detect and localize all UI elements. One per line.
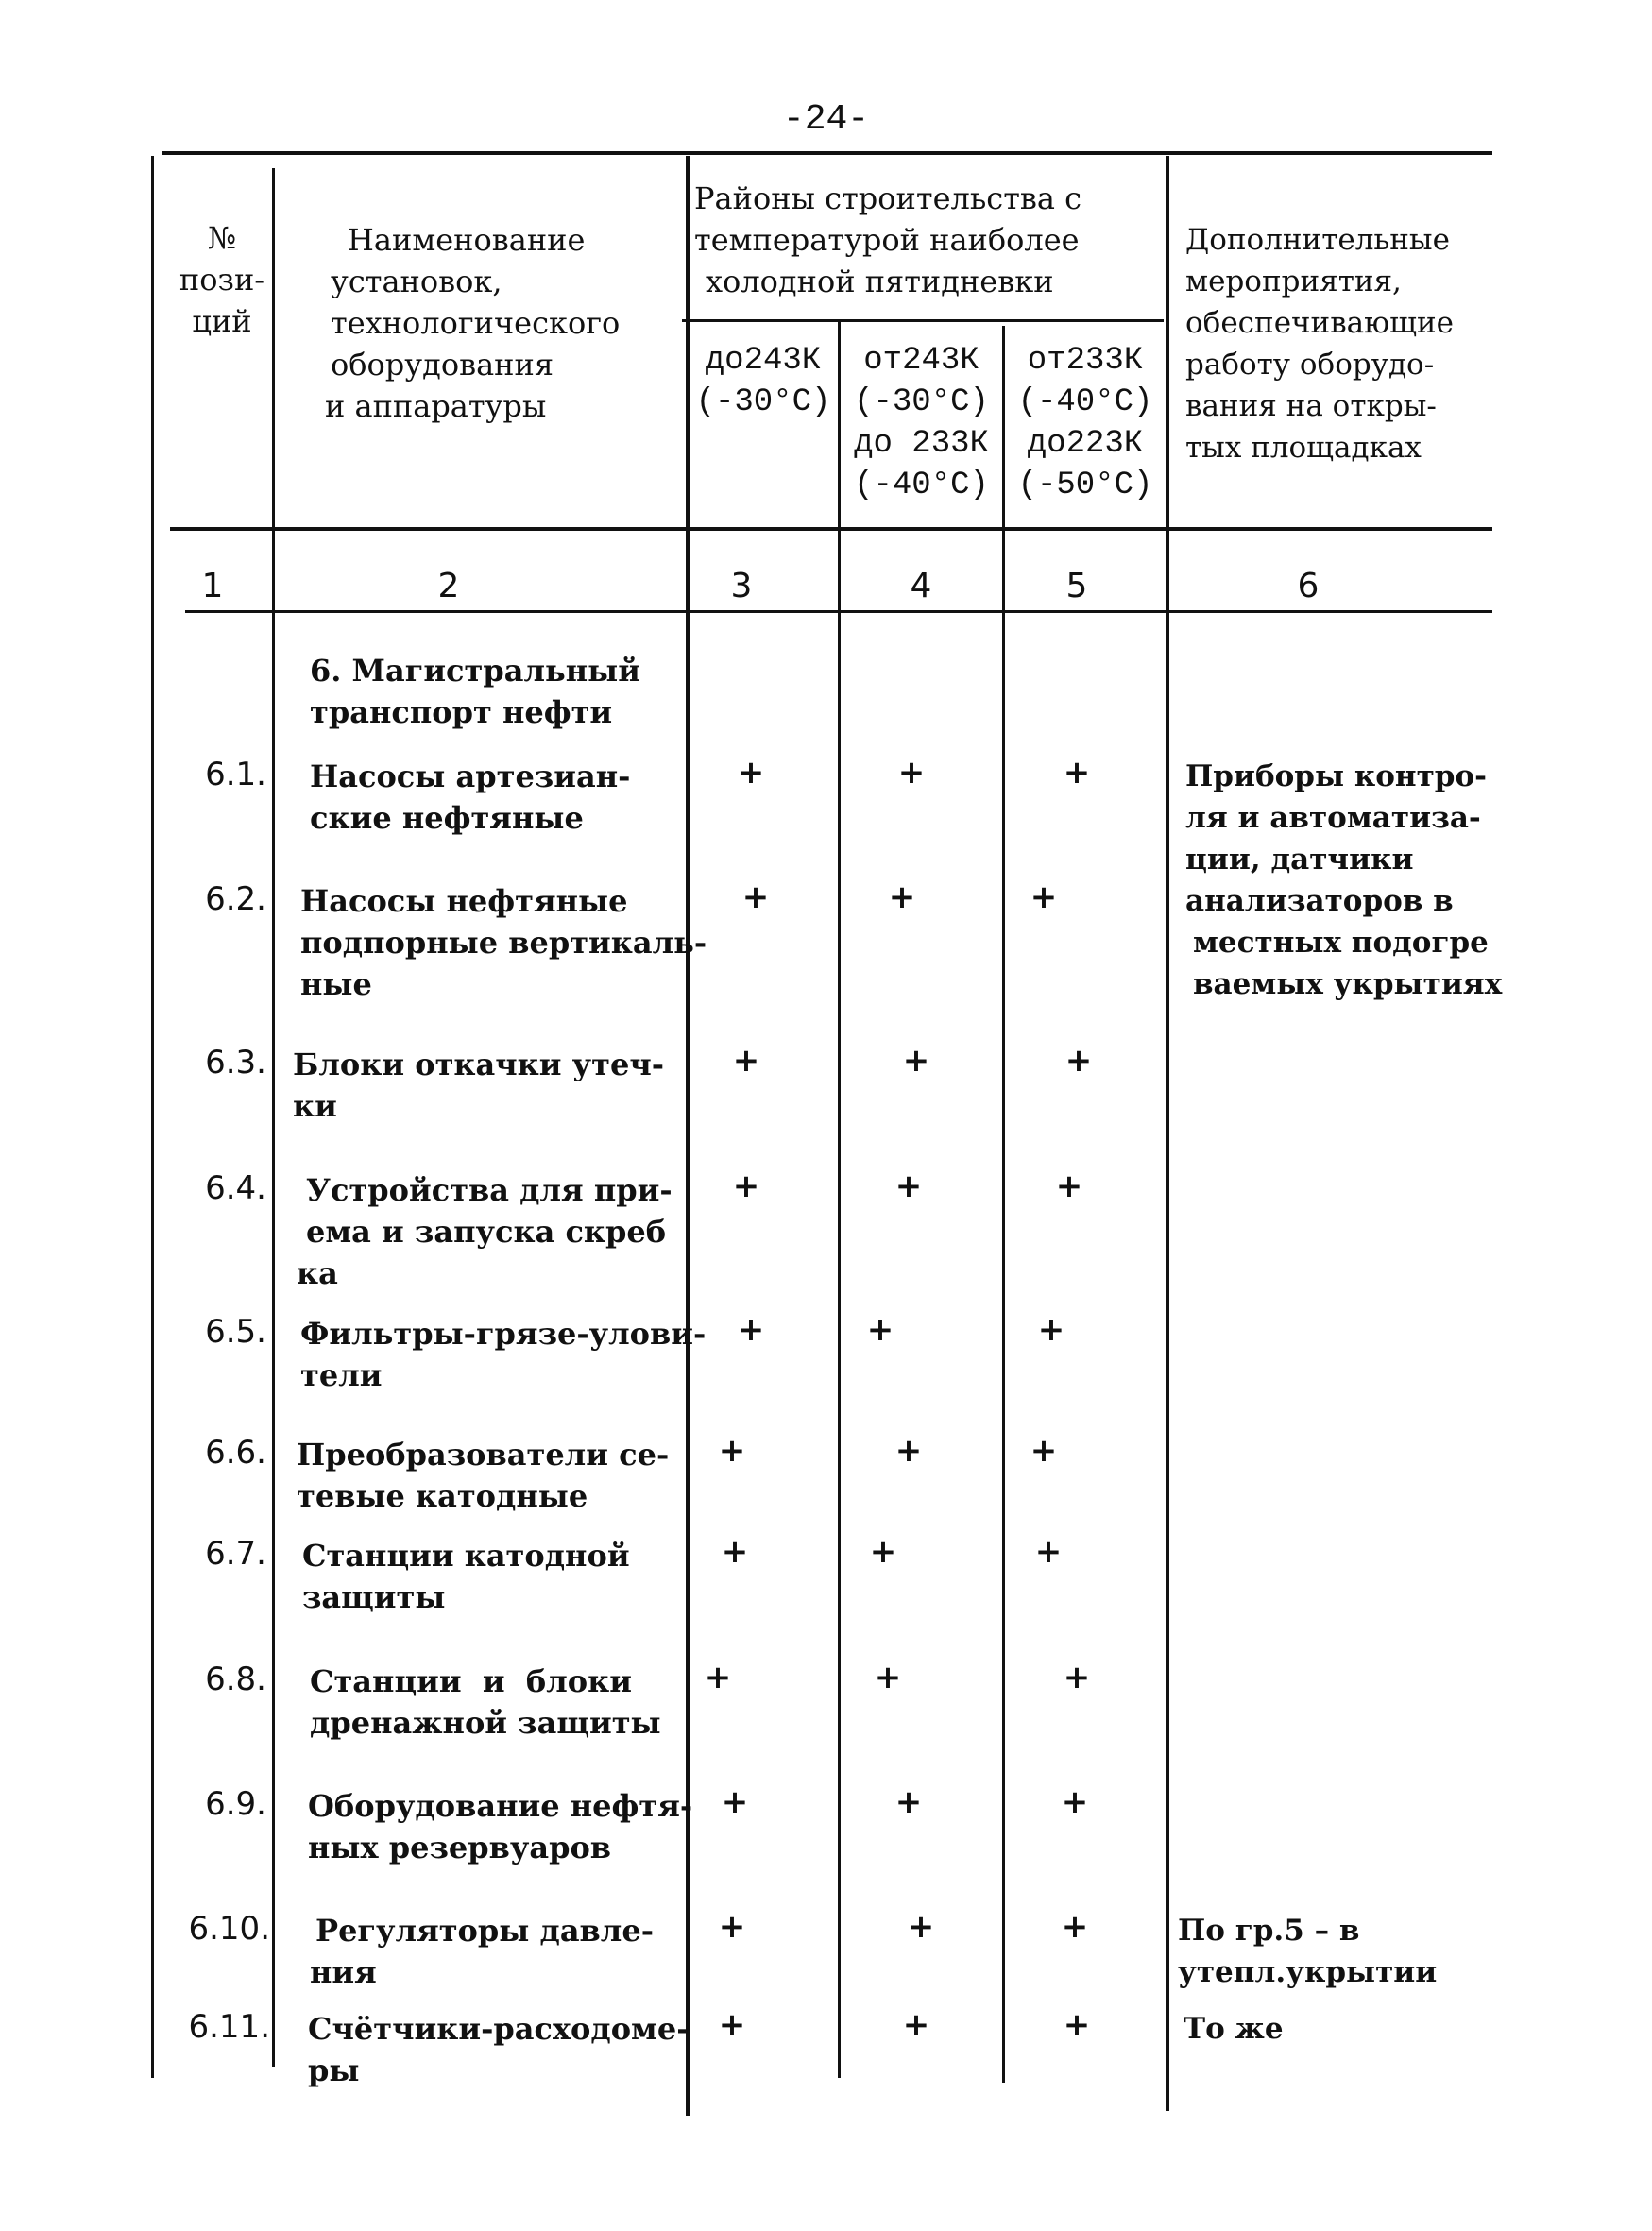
row-mark-col3: + (737, 754, 765, 792)
header-col6-line: вания на откры- (1185, 389, 1437, 423)
row-mark-col5: + (1063, 1659, 1091, 1696)
row-name (297, 1169, 703, 1294)
row-mark-col3: + (737, 1311, 765, 1349)
row-mark-col4: + (869, 1533, 897, 1571)
note-line: ваемых укрытиях (1193, 967, 1503, 1001)
header-col5-line: (-50°С) (1017, 468, 1153, 503)
note-line: анализаторов в (1185, 884, 1454, 918)
row-name-line: защиты (302, 1579, 446, 1615)
row-name (297, 1434, 693, 1517)
header-col2-line: технологического (331, 305, 621, 341)
row-name (308, 2008, 705, 2091)
header-col3-line: до243К (705, 343, 822, 379)
note-rows-6-1-6-2 (1185, 756, 1502, 1005)
row-position: 6.9. (205, 1785, 266, 1823)
column-number-4: 4 (910, 567, 932, 605)
row-mark-col4: + (902, 2006, 930, 2044)
header-col6-line: работу оборудо- (1185, 348, 1435, 382)
header-col5-line: (-40°С) (1017, 384, 1153, 420)
header-col2-line: Наименование (348, 222, 586, 258)
header-group-line: Районы строительства с (694, 180, 1082, 216)
row-name-line: Устройства для при- (306, 1172, 673, 1208)
row-mark-col5: + (1030, 1432, 1058, 1470)
row-name-line: тевые катодные (297, 1478, 588, 1514)
row-mark-col4: + (888, 878, 916, 916)
header-col6-line: тых площадках (1185, 431, 1422, 465)
header-col3-line: (-30°С) (695, 384, 831, 420)
row-name-line: дренажной защиты (310, 1705, 661, 1741)
row-position: 6.6. (205, 1434, 266, 1472)
row-name (310, 1660, 707, 1744)
row-mark-col5: + (1064, 1042, 1093, 1080)
row-mark-col4: + (866, 1311, 894, 1349)
header-col3 (688, 340, 839, 423)
header-col1 (175, 217, 269, 342)
header-col4-line: (-40°С) (854, 468, 989, 503)
row-mark-col4: + (897, 754, 926, 792)
row-name-line: ры (308, 2052, 360, 2088)
row-mark-col5: + (1061, 1783, 1089, 1821)
row-mark-col3: + (718, 1908, 746, 1946)
row-name-line: Счётчики-расходоме- (308, 2011, 690, 2047)
row-name-line: Станции катодной (302, 1538, 630, 1574)
column-number-1: 1 (201, 567, 224, 605)
row-mark-col3: + (704, 1659, 732, 1696)
row-mark-col5: + (1063, 2006, 1091, 2044)
header-col6-line: Дополнительные (1185, 223, 1450, 257)
header-col4-line: от243К (863, 343, 979, 379)
row-name-line: ема и запуска скреб (306, 1214, 667, 1250)
row-name (293, 1044, 690, 1127)
row-mark-col4: + (894, 1432, 923, 1470)
header-col5-line: от233К (1027, 343, 1144, 379)
row-name-line: ки (293, 1088, 337, 1124)
row-mark-col3: + (732, 1042, 760, 1080)
header-col2-line: оборудования (331, 347, 554, 383)
header-col6-line: обеспечивающие (1185, 306, 1454, 340)
row-name-line: ка (297, 1255, 338, 1291)
column-number-2: 2 (437, 567, 460, 605)
row-mark-col3: + (718, 1432, 746, 1470)
column-number-3: 3 (730, 567, 753, 605)
row-name-line: ных резервуаров (308, 1830, 612, 1865)
table-left-rule (151, 156, 154, 2078)
row-mark-col5: + (1034, 1533, 1063, 1571)
header-regions-group (694, 178, 1081, 302)
row-name-line: Фильтры-грязе-улови- (300, 1316, 707, 1352)
section-title (310, 650, 640, 733)
note-line: ции, датчики (1185, 843, 1414, 877)
row-position: 6.7. (205, 1535, 266, 1573)
row-name-line: Оборудование нефтя- (308, 1788, 693, 1824)
row-position: 6.11. (188, 2008, 270, 2046)
header-col5-line: до223К (1027, 426, 1144, 462)
note-line: По гр.5 – в (1178, 1914, 1360, 1948)
row-name-line: Насосы артезиан- (310, 758, 631, 794)
header-col1-line: пози- (179, 262, 265, 298)
note-line: местных подогре (1193, 926, 1489, 960)
header-col2-line: и аппаратуры (325, 388, 547, 424)
row-name-line: ные (300, 966, 372, 1002)
note-line: Приборы контро- (1185, 759, 1488, 793)
col-rule-3-4 (838, 321, 841, 2078)
row-name-line: Станции и блоки (310, 1663, 632, 1699)
row-mark-col4: + (874, 1659, 902, 1696)
section-title-line: 6. Магистральный (310, 653, 640, 689)
row-name-line: Регуляторы давле- (315, 1913, 654, 1949)
row-position: 6.5. (205, 1313, 266, 1351)
header-bottom-rule (170, 527, 1492, 531)
note-line: То же (1184, 2012, 1284, 2046)
row-name (310, 1910, 712, 1993)
note-line: ля и автоматиза- (1185, 801, 1481, 835)
header-col2-line: установок, (331, 264, 502, 299)
note-row-6-11 (1184, 2008, 1284, 2050)
row-mark-col4: + (902, 1042, 930, 1080)
row-position: 6.10. (188, 1910, 270, 1948)
row-mark-col4: + (907, 1908, 935, 1946)
row-position: 6.2. (205, 880, 266, 918)
row-name (310, 756, 707, 839)
header-col4-line: до 233К (854, 426, 989, 462)
row-mark-col3: + (741, 878, 770, 916)
row-mark-col4: + (894, 1783, 923, 1821)
row-name-line: подпорные вертикаль- (300, 925, 707, 961)
row-mark-col3: + (732, 1167, 760, 1205)
row-name-line: ния (310, 1954, 377, 1990)
col-rule-1-2 (272, 168, 275, 2067)
header-col6 (1185, 219, 1454, 468)
row-name-line: Блоки откачки утеч- (293, 1047, 665, 1082)
row-mark-col5: + (1030, 878, 1058, 916)
row-name (308, 1785, 705, 1868)
row-position: 6.8. (205, 1660, 266, 1698)
table-top-rule (162, 151, 1492, 155)
row-position: 6.3. (205, 1044, 266, 1081)
header-col2 (325, 219, 621, 427)
row-position: 6.1. (205, 756, 266, 793)
column-number-5: 5 (1065, 567, 1088, 605)
row-mark-col5: + (1037, 1311, 1065, 1349)
row-name-line: тели (300, 1357, 383, 1393)
row-name (300, 1313, 707, 1396)
row-name-line: Насосы нефтяные (300, 883, 628, 919)
row-name (300, 880, 707, 1005)
header-group-line: холодной пятидневки (706, 264, 1054, 299)
row-name (302, 1535, 699, 1618)
row-name-line: ские нефтяные (310, 800, 584, 836)
row-mark-col3: + (721, 1533, 749, 1571)
row-mark-col5: + (1055, 1167, 1083, 1205)
header-group-line: температурой наиболее (694, 222, 1080, 258)
page-number: -24- (782, 99, 870, 140)
header-col4 (840, 340, 1003, 506)
row-name-line: Преобразователи се- (297, 1437, 670, 1473)
row-mark-col5: + (1061, 1908, 1089, 1946)
col-rule-4-5 (1002, 326, 1005, 2083)
header-col1-line: ций (192, 303, 252, 339)
header-col5 (1004, 340, 1167, 506)
note-line: утепл.укрытии (1178, 1955, 1438, 1989)
header-col4-line: (-30°С) (854, 384, 989, 420)
row-position: 6.4. (205, 1169, 266, 1207)
row-mark-col3: + (718, 2006, 746, 2044)
column-number-6: 6 (1297, 567, 1320, 605)
note-row-6-10 (1178, 1910, 1437, 1993)
row-mark-col5: + (1063, 754, 1091, 792)
subheader-rule (682, 319, 1164, 322)
section-title-line: транспорт нефти (310, 694, 613, 730)
row-mark-col4: + (894, 1167, 923, 1205)
header-col1-line: № (207, 220, 237, 256)
row-mark-col3: + (721, 1783, 749, 1821)
header-col6-line: мероприятия, (1185, 264, 1402, 298)
